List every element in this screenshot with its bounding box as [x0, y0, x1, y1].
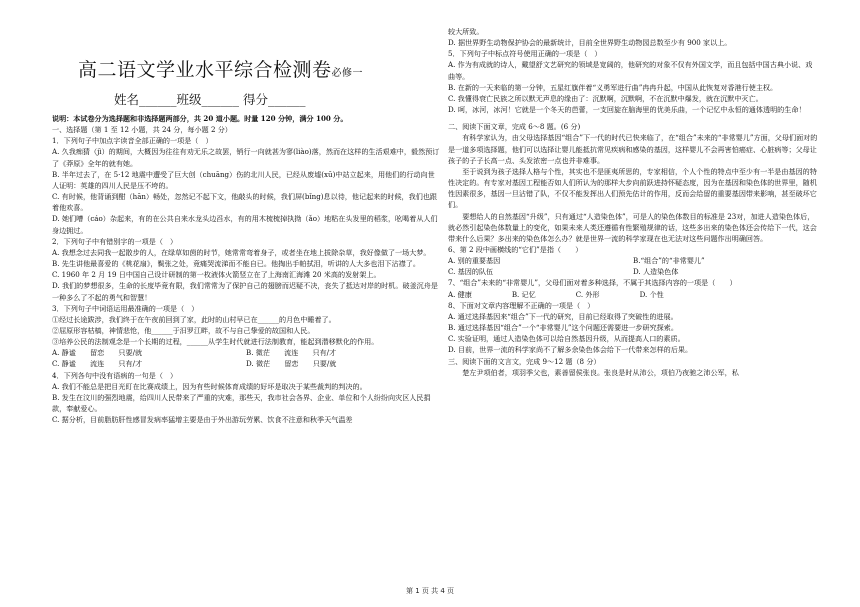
q3-option-a: A. 静谧 留恋 只要/就	[52, 348, 143, 358]
exam-title-sub: 必修一	[331, 68, 364, 79]
passage-paragraph: 有科学家认为，由父母选择基因“组合”下一代的时代已快来临了，在“组合”未来的“非常婴儿”方面，父母们面对的是一道多项选择题，他们可以选择让婴儿能抵抗常见疾病和感染的基因，这样婴儿不会再害怕癌症、心脏病等；父母让孩子的子子长高一点、头发浓密一点也并非难事。	[448, 133, 818, 165]
text-line: ②屈原形容枯槁，神情悲怆，他______于汨罗江畔，故不与自己挚爱的故国和人民。	[52, 325, 315, 335]
text-line: ①经过长途跋涉，我们终于在午夜前回到了家，此时的山村早已在______的月色中睡着了。	[52, 314, 336, 324]
q7-option-c: C. 外形	[575, 289, 600, 299]
text-line: B. 在新的一天来临的第一分钟，五星红旗伴着“义勇军进行曲”冉冉升起，中国从此恢复对香港行使主权。	[448, 82, 778, 92]
q7-options	[448, 289, 818, 300]
text-line: C. 有时候，他背诵到酣（hān）畅处，忽然记不起下文，他敲头的时候，我们屏(bǐng)息以待，他记起来的时候，我们也跟着他欢喜。	[52, 192, 438, 213]
q6-option-b: B.“组合”的“非常婴儿”	[633, 256, 705, 266]
text-line: 8、下面对文章内容理解不正确的一项是（ ）	[448, 300, 595, 310]
section-3-title: 三、阅读下面的文言文，完成 9～12 题（8 分）	[448, 356, 601, 366]
q3-option-c: C. 静谧 流连 只有/才	[52, 359, 143, 369]
question-7: 7、“组合”未来的“非常婴儿”，父母们面对着多种选择，不属于其选择内容的一项是（ ）	[448, 278, 737, 288]
passage-paragraph: 楚左尹项伯者，项羽季父也，素善留侯张良。张良是时从沛公，项伯乃夜驰之沛公军，私	[462, 367, 739, 377]
q6-option-a: A. 别的重要基因	[448, 256, 501, 266]
text-line: B. 半年过去了，在 5·12 地震中遭受了巨大创（chuāng）伤的北川人民，已经从废墟(xū)中站立起来，用他们的行动向世人证明：英雄的四川人民是压不垮的。	[52, 169, 435, 190]
q3-option-b: B. 微茫 流连 只有/才	[246, 348, 337, 358]
text-line: 2．下列句子中有错别字的一项是（ ）	[52, 236, 178, 246]
text-line: D. 据世界野生动物保护协会的最新统计，目前全世界野生动物园总数至少有 900 家以上。	[448, 38, 732, 48]
q7-option-d: D. 个性	[639, 289, 664, 299]
question-6: 6、第 2 段中画横线的“它们”是指（ ）	[448, 244, 583, 254]
text-line: 1．下列句子中加点字读音全部正确的一项是（ ）	[52, 136, 213, 146]
text-line: C. 1960 年 2 月 19 日中国自己设计研制的第一枚液体火箭竖立在了上海南汇海滩 20 米高的发射架上。	[52, 270, 381, 280]
passage-paragraph: 要想给人的自然基因“升级”，只有通过“人造染色体”，可是人的染色体数目的标准是 23对，加进人造染色体后，就必然引起染色体数量上的变化，如果未来人类还遵循有性繁殖规律的话，这些多出来的染色体还会传给下一代，这会带来什么后果？多出来的染色体怎么办？就是世界一流的科学家现在也无法对这些问题作出明确回答。	[448, 211, 817, 243]
exam-instructions: 说明：本试卷分为选择题和非选择题两部分，共 20 道小题。时量 120 分钟，满分 100 分。	[52, 114, 348, 123]
right-column	[448, 26, 818, 378]
page-footer: 第 1 页 共 4 页	[405, 587, 455, 595]
text-line: ③培养公民的法制观念是一个长期的过程，______从学生时代就进行法制教育，能起到潜移默化的作用。	[52, 337, 379, 347]
text-line: A. 通过选择基因来“组合”下一代的研究，目前已经取得了突破性的进展。	[448, 311, 678, 321]
left-question-block	[52, 124, 440, 347]
text-line: C. 我懂得衰亡民族之所以默无声息的缘由了：沉默啊，沉默啊，不在沉默中爆发，就在沉默中灭亡。	[448, 93, 763, 103]
text-line: D. 我们的梦想很多，生命的长度毕竟有限，我们常常为了保护自己的翅膀而迟疑不决，丧失了抵达对岸的时机。破釜沉舟是一种多么了不起的勇气和智慧！	[52, 281, 438, 302]
exam-title	[52, 58, 440, 86]
section-2-title: 二、阅读下面文章，完成 6～8 题。(6 分)	[448, 122, 581, 132]
text-line: B. 通过选择基因“组合”一个“非常婴儿”这个问题还需要进一步研究探索。	[448, 323, 678, 333]
text-line: A. 久我痴猜（jì）的期间，大概因为往往有劝无乐之故罢，销行一向就甚为寥(liào)落，然而在这样的生活艰难中，毅然预订了《莽原》全年的就有她。	[52, 147, 440, 168]
q7-option-b: B. 记忆	[511, 289, 536, 299]
q3-option-d: D. 微茫 留恋 只要/就	[246, 359, 337, 369]
text-line: D. 呵，冰河，冰河！它就是一个冬天的芭蕾，一支回旋在脑海里的优美乐曲，一个记忆中永恒的通体透明的生命！	[448, 105, 806, 115]
text-line: B. 发生在汶川的强烈地震，给四川人民带来了严重的灾难，那些天，我市社会各界、企业、单位和个人纷纷向灾区人民捐款，奉献爱心。	[52, 392, 431, 414]
text-line: C. 据分析，目前脂肪肝性感冒发病率猛增主要是由于外出游玩劳累、饮食不注意和秋季天气温差	[52, 415, 353, 425]
q6-options	[448, 255, 818, 277]
q3-options	[52, 347, 440, 369]
text-line: 一、选择题（第 1 至 12 小题，共 24 分，每小题 2 分）	[52, 125, 232, 135]
name-class-score-line: 姓名______班级______ 得分______	[114, 92, 306, 107]
text-line: 3．下列句子中词语运用最准确的一项是（ ）	[52, 303, 199, 313]
exam-title-main: 高二语文学业水平综合检测卷	[78, 59, 332, 81]
text-line: C. 实验证明，通过人造染色体可以给自然基因升级，从而提高人口的素质。	[448, 334, 685, 344]
text-line: 5．下列句子中标点符号使用正确的一项是（ ）	[448, 49, 602, 59]
q6-option-d: D. 人造染色体	[633, 267, 679, 277]
text-line: D. 她们嘈（cáo）杂起来，有的在公共自来水龙头边舀水，有的用木梳梳掉执拗（ǎo）地粘在头发里的稻浆，吆喝着从人们身边拥过。	[52, 214, 438, 235]
text-line: 较大所致。	[448, 27, 484, 36]
text-line: B. 先生讲他最喜爱的《桃花扇》，鬓张之处，竟痛哭流涕而不能自已。他掏出手帕拭泪，听讲的人大多也泪下沾襟了。	[52, 259, 420, 269]
q6-option-c: C. 基因的队伍	[448, 267, 494, 277]
text-line: A. 作为有成就的诗人，戴望舒文艺研究的领域是宽阔的，他研究的对象不仅有外国文学，而且包括中国古典小说、戏曲等。	[448, 60, 813, 81]
passage-paragraph: 至于说到为孩子选择人格与个性，其实也不是匪夷所思的，专家相信，个人个性的特点中至少有一半是由基因的特性决定的。有专家对基因工程能否如人们所认为的那样大步向前跃进持怀疑态度，因为在基因和染色体的世界里，随机性因素很多，基因一旦沾错了队，不仅不能发挥出人们预先估计的作用，反而会给留的重要基因带来影响，甚至破坏它们。	[448, 166, 817, 210]
text-line: 4．下列各句中没有语病的一句是（ ）	[52, 370, 178, 380]
text-line: A. 我们不能总是把目光盯在比赛成绩上，因为有些时候体育成绩的好坏是取决于某些裁判的判决的。	[52, 381, 367, 391]
text-line: A. 我想念过去同我一起散步的人，在绿草如茵的时节，她常常弯着身子，或者坐在地上拔除杂草，我好像做了一场大梦。	[52, 247, 431, 257]
text-line: D. 目前，世界一流的科学家尚不了解多余染色体会给下一代带来怎样的后果。	[448, 345, 693, 355]
q7-option-a: A. 健康	[448, 289, 472, 299]
left-column	[52, 0, 440, 425]
